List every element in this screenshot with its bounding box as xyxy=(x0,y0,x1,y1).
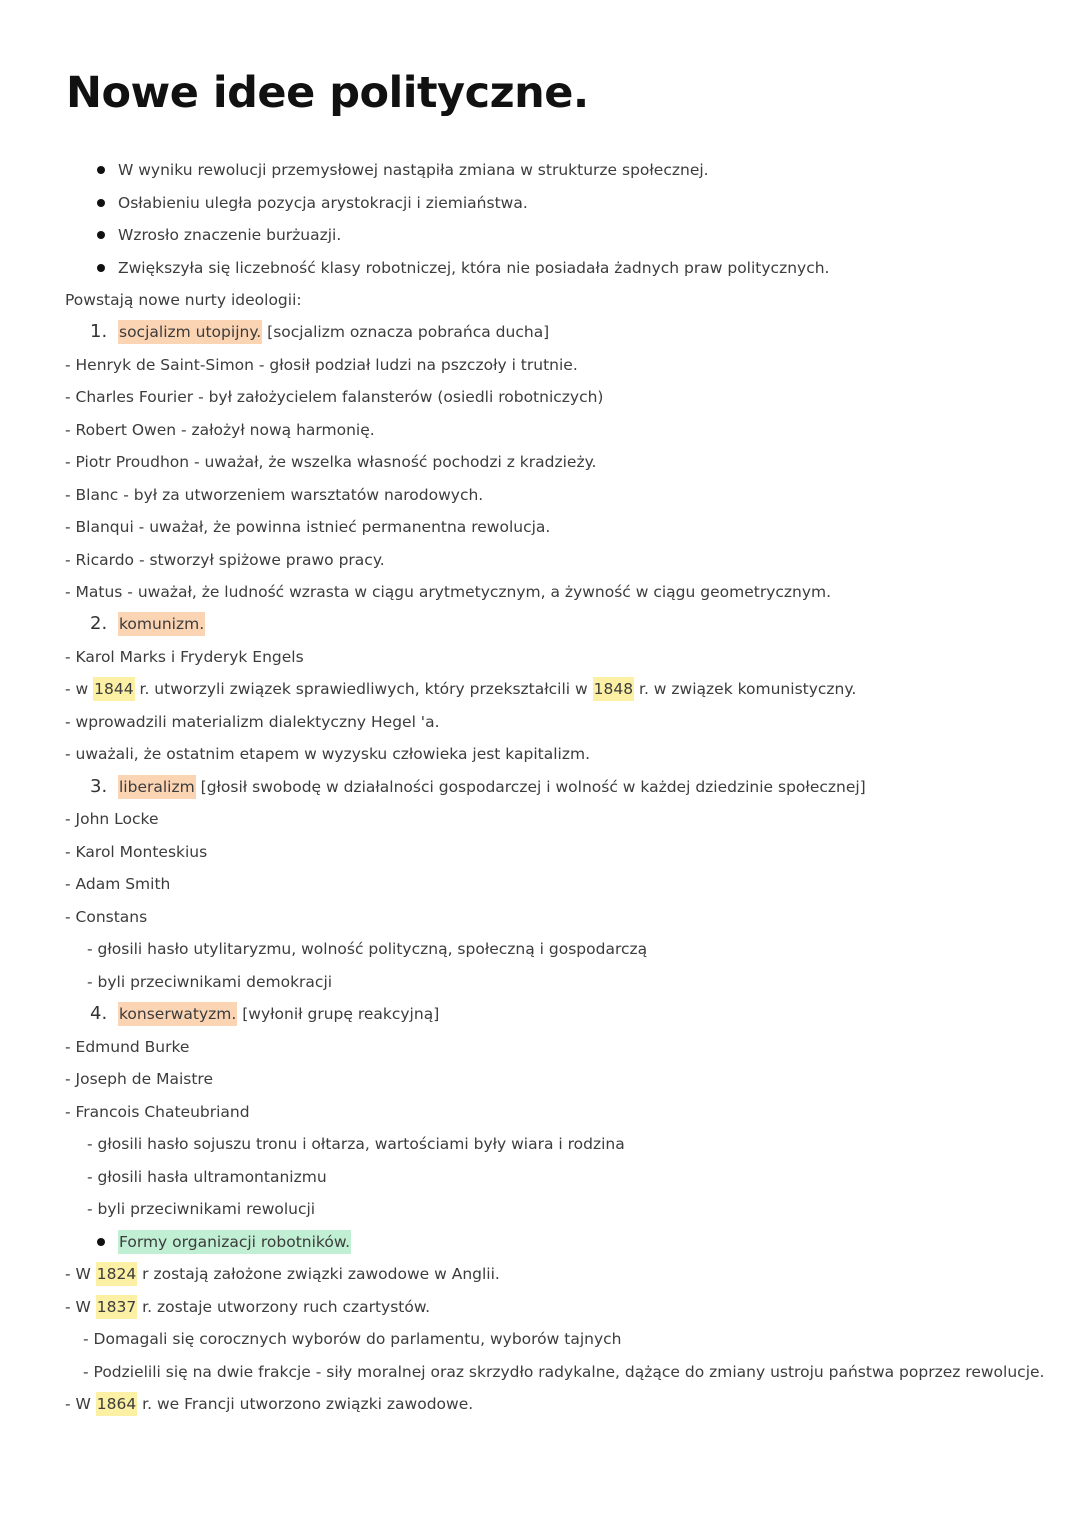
list-item: - Blanc - był za utworzeniem warsztatów narodowych. xyxy=(65,486,484,504)
bullet-item xyxy=(118,154,709,186)
year-highlight: 1837 xyxy=(96,1295,137,1319)
bullet-item xyxy=(118,219,341,251)
list-item: - Edmund Burke xyxy=(65,1038,190,1056)
list-item xyxy=(65,1291,430,1323)
section-heading-socialism xyxy=(90,316,550,348)
list-item: - Piotr Proudhon - uważał, że wszelka własność pochodzi z kradzieży. xyxy=(65,453,597,471)
text-fragment: - W xyxy=(65,1265,96,1283)
list-item: - Joseph de Maistre xyxy=(65,1070,213,1088)
sub-list-item: - Domagali się corocznych wyborów do parlamentu, wyborów tajnych xyxy=(83,1330,622,1348)
term-highlight: socjalizm utopijny. xyxy=(118,320,262,344)
sub-list-item: - głosili hasła ultramontanizmu xyxy=(87,1168,327,1186)
year-highlight: 1864 xyxy=(96,1392,137,1416)
list-item: - Matus - uważał, że ludność wzrasta w ciągu arytmetycznym, a żywność w ciągu geometrycznym. xyxy=(65,583,832,601)
text-fragment: - W xyxy=(65,1395,96,1413)
list-item: - Adam Smith xyxy=(65,875,171,893)
list-item: - Karol Marks i Fryderyk Engels xyxy=(65,648,304,666)
bullet-dot-icon xyxy=(97,1238,105,1246)
section-heading-workers xyxy=(118,1226,351,1258)
list-item: - Blanqui - uważał, że powinna istnieć permanentna rewolucja. xyxy=(65,518,551,536)
term-highlight: Formy organizacji robotników. xyxy=(118,1230,351,1254)
term-note: [wyłonił grupę reakcyjną] xyxy=(237,1005,440,1023)
bullet-dot-icon xyxy=(97,166,105,174)
text-fragment: r. utworzyli związek sprawiedliwych, który przekształcili w xyxy=(134,680,593,698)
sub-list-item: - głosili hasło sojuszu tronu i ołtarza, wartościami były wiara i rodzina xyxy=(87,1135,625,1153)
list-item: - Karol Monteskius xyxy=(65,843,208,861)
bullet-text: Zwiększyła się liczebność klasy robotniczej, która nie posiadała żadnych praw politycznych. xyxy=(118,259,830,277)
list-item: - Robert Owen - założył nową harmonię. xyxy=(65,421,375,439)
list-number: 2. xyxy=(90,613,108,634)
text-fragment: - w xyxy=(65,680,94,698)
list-number: 1. xyxy=(90,321,108,342)
bullet-text: W wyniku rewolucji przemysłowej nastąpiła zmiana w strukturze społecznej. xyxy=(118,161,709,179)
sub-list-item: - byli przeciwnikami demokracji xyxy=(87,973,333,991)
text-fragment: - W xyxy=(65,1298,96,1316)
bullet-dot-icon xyxy=(97,231,105,239)
sub-list-item: - głosili hasło utylitaryzmu, wolność polityczną, społeczną i gospodarczą xyxy=(87,940,648,958)
text-fragment: r. zostaje utworzony ruch czartystów. xyxy=(137,1298,431,1316)
list-item: - Constans xyxy=(65,908,148,926)
year-highlight: 1848 xyxy=(593,677,634,701)
text-fragment: r zostają założone związki zawodowe w Anglii. xyxy=(137,1265,500,1283)
page-title: Nowe idee polityczne. xyxy=(66,68,589,118)
text-fragment: r. we Francji utworzono związki zawodowe. xyxy=(137,1395,474,1413)
bullet-item xyxy=(118,252,829,284)
intro-line: Powstają nowe nurty ideologii: xyxy=(65,291,302,309)
term-highlight: liberalizm xyxy=(118,775,196,799)
list-item: - John Locke xyxy=(65,810,159,828)
list-item xyxy=(65,1388,473,1420)
list-item: - Charles Fourier - był założycielem falansterów (osiedli robotniczych) xyxy=(65,388,604,406)
year-highlight: 1824 xyxy=(96,1262,137,1286)
list-number: 3. xyxy=(90,776,108,797)
term-note: [socjalizm oznacza pobrańca ducha] xyxy=(262,323,550,341)
section-heading-liberalism xyxy=(90,771,866,803)
list-item xyxy=(65,673,856,705)
sub-list-item: - byli przeciwnikami rewolucji xyxy=(87,1200,316,1218)
section-heading-conservatism xyxy=(90,998,440,1030)
term-highlight: komunizm. xyxy=(118,612,205,636)
list-item: - uważali, że ostatnim etapem w wyzysku człowieka jest kapitalizm. xyxy=(65,745,591,763)
bullet-text: Osłabieniu uległa pozycja arystokracji i ziemiaństwa. xyxy=(118,194,528,212)
bullet-dot-icon xyxy=(97,264,105,272)
list-item xyxy=(65,1258,500,1290)
sub-list-item: - Podzielili się na dwie frakcje - siły moralnej oraz skrzydło radykalne, dążące do zmiany ustroju państwa poprzez rewolucje. xyxy=(83,1363,1045,1381)
section-heading-communism xyxy=(90,608,205,640)
year-highlight: 1844 xyxy=(93,677,134,701)
list-item: - Ricardo - stworzył spiżowe prawo pracy. xyxy=(65,551,385,569)
bullet-item xyxy=(118,187,528,219)
term-note: [głosił swobodę w działalności gospodarczej i wolność w każdej dziedzinie społecznej] xyxy=(195,778,866,796)
list-item: - Henryk de Saint-Simon - głosił podział ludzi na pszczoły i trutnie. xyxy=(65,356,578,374)
bullet-dot-icon xyxy=(97,199,105,207)
bullet-text: Wzrosło znaczenie burżuazji. xyxy=(118,226,342,244)
term-highlight: konserwatyzm. xyxy=(118,1002,237,1026)
list-number: 4. xyxy=(90,1003,108,1024)
list-item: - wprowadzili materializm dialektyczny Hegel 'a. xyxy=(65,713,440,731)
text-fragment: r. w związek komunistyczny. xyxy=(634,680,857,698)
list-item: - Francois Chateubriand xyxy=(65,1103,250,1121)
